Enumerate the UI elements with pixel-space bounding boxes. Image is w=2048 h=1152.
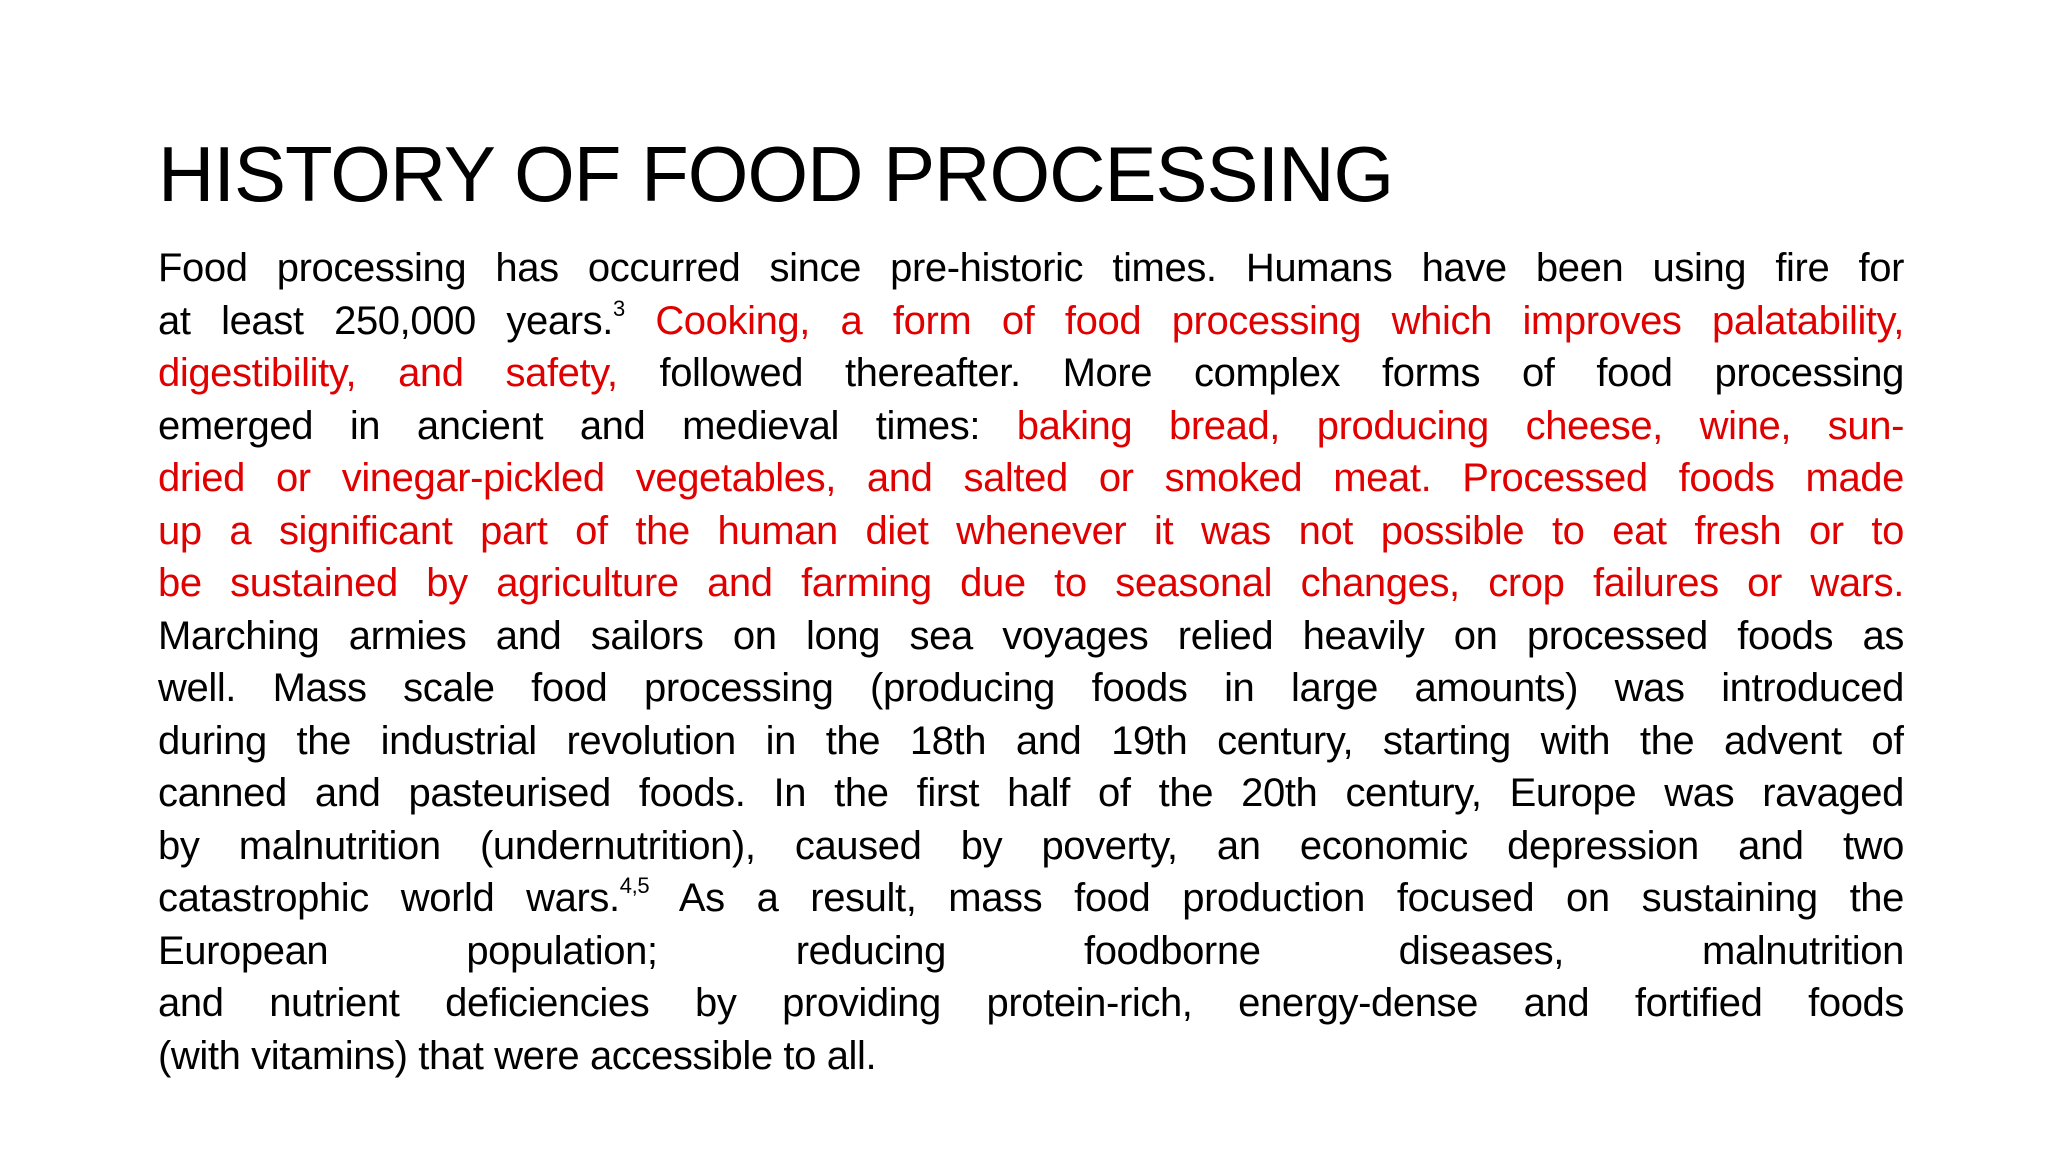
body-line xyxy=(158,242,1904,295)
highlighted-text: be sustained by agriculture and farming due to seasonal changes, crop failures or wars. xyxy=(158,561,1904,605)
body-line xyxy=(158,925,1904,978)
body-line xyxy=(158,452,1904,505)
body-line xyxy=(158,820,1904,873)
highlighted-text: dried or vinegar-pickled vegetables, and salted or smoked meat. Processed foods made xyxy=(158,456,1904,500)
footnote-reference: 3 xyxy=(612,295,625,321)
body-text: during the industrial revolution in the 18th and 19th century, starting with the advent of xyxy=(158,718,1904,763)
body-text: Marching armies and sailors on long sea voyages relied heavily on processed foods as xyxy=(158,613,1904,658)
slide-body-text xyxy=(158,242,1904,1082)
body-text: at least 250,000 years. xyxy=(158,298,613,343)
body-line xyxy=(158,295,1904,348)
body-line xyxy=(158,557,1904,610)
body-text: canned and pasteurised foods. In the first half of the 20th century, Europe was ravaged xyxy=(158,771,1904,815)
body-line xyxy=(158,715,1904,768)
body-line xyxy=(158,662,1904,715)
body-text: As a result, mass food production focused on sustaining the xyxy=(649,876,1904,920)
body-text: well. Mass scale food processing (producing foods in large amounts) was introduced xyxy=(158,666,1904,710)
body-line xyxy=(158,400,1904,453)
body-text: catastrophic world wars. xyxy=(158,876,620,920)
body-text: followed thereafter. More complex forms of food processing xyxy=(617,351,1904,395)
body-line xyxy=(158,347,1904,400)
highlighted-text: baking bread, producing cheese, wine, sun- xyxy=(1016,403,1904,448)
body-line xyxy=(158,767,1904,820)
body-line xyxy=(158,872,1904,925)
slide-title: HISTORY OF FOOD PROCESSING xyxy=(158,130,1394,218)
highlighted-text: up a significant part of the human diet whenever it was not possible to eat fresh or to xyxy=(158,508,1904,553)
body-text: emerged in ancient and medieval times: xyxy=(158,403,1017,448)
body-line xyxy=(158,977,1904,1030)
highlighted-text: Cooking, a form of food processing which improves palatability, xyxy=(624,298,1904,343)
body-text: (with vitamins) that were accessible to all. xyxy=(158,1033,877,1078)
body-text: Food processing has occurred since pre-historic times. Humans have been using fire for xyxy=(158,246,1904,290)
body-text: European population; reducing foodborne diseases, malnutrition xyxy=(158,928,1904,973)
body-text: by malnutrition (undernutrition), caused by poverty, an economic depression and two xyxy=(158,823,1904,868)
highlighted-text: digestibility, and safety, xyxy=(158,351,618,395)
body-line xyxy=(158,505,1904,558)
footnote-reference: 4,5 xyxy=(619,873,650,898)
body-line xyxy=(158,1030,1904,1083)
body-line xyxy=(158,610,1904,663)
body-text: and nutrient deficiencies by providing protein-rich, energy-dense and fortified foods xyxy=(158,981,1904,1025)
